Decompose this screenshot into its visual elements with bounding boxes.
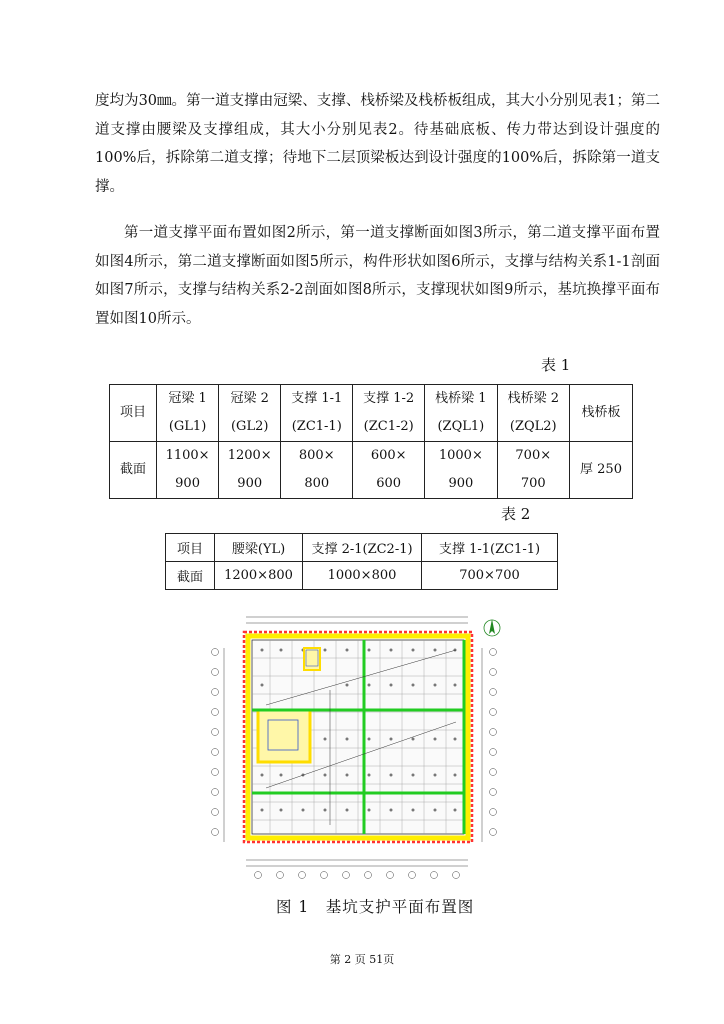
table-2 [165, 533, 558, 590]
table2-header: 支撑 1-1(ZC1-1) [422, 534, 558, 562]
table2-cell: 截面 [166, 562, 215, 590]
table1-col-header: 支撑 1-2 (ZC1-2) [353, 385, 425, 442]
paragraph-1: 度均为30㎜。第一道支撑由冠梁、支撑、栈桥梁及栈桥板组成，其大小分别见表1；第二道支撑由腰梁及支撑组成，其大小分别见表2。待基础底板、传力带达到设计强度的100%后，拆除第二道支撑；待地下二层顶梁板达到设计强度的100%后，拆除第一道支撑。 [95, 93, 660, 195]
table1-cell: 1200× 900 [219, 442, 281, 499]
paragraph-2: 第一道支撑平面布置如图2所示，第一道支撑断面如图3所示，第二道支撑平面布置如图4所示，第二道支撑断面如图5所示，构件形状如图6所示，支撑与结构关系1-1剖面如图7所示，支撑与结构关系2-2剖面如图8所示，支撑现状如图9所示，基坑换撑平面布置如图10所示。 [95, 225, 660, 327]
table1-col-header: 栈桥梁 1 (ZQL1) [425, 385, 497, 442]
table-1 [109, 384, 633, 499]
table1-cell: 1000× 900 [425, 442, 497, 499]
table1-col-header: 冠梁 2 (GL2) [219, 385, 281, 442]
table1-cell: 1100× 900 [157, 442, 219, 499]
table-row [110, 442, 633, 499]
table2-header: 支撑 2-1(ZC2-1) [303, 534, 422, 562]
table1-last-col-header: 栈桥板 [570, 385, 633, 442]
table2-caption: 表 2 [501, 505, 531, 523]
table-row [166, 534, 558, 562]
table1-col-header: 支撑 1-1 (ZC1-1) [281, 385, 353, 442]
table1-cell: 600× 600 [353, 442, 425, 499]
table1-cell: 700× 700 [497, 442, 569, 499]
table2-cell: 1200×800 [215, 562, 303, 590]
table2-cell: 700×700 [422, 562, 558, 590]
foundation-pit-plan-drawing [206, 610, 506, 882]
table1-row-header: 项目 [110, 385, 157, 442]
table1-col-header: 栈桥梁 2 (ZQL2) [497, 385, 569, 442]
table2-cell: 1000×800 [303, 562, 422, 590]
table2-header: 项目 [166, 534, 215, 562]
table2-header: 腰梁(YL) [215, 534, 303, 562]
north-arrow-icon [484, 619, 500, 636]
figure-caption: 图 1 基坑支护平面布置图 [276, 898, 475, 916]
table1-cell: 厚 250 [570, 442, 633, 499]
table1-cell: 800× 800 [281, 442, 353, 499]
table1-row-header: 截面 [110, 442, 157, 499]
table-row [110, 385, 633, 442]
table1-caption: 表 1 [541, 356, 571, 374]
page-footer: 第 2 页 51页 [329, 953, 395, 966]
table-row [166, 562, 558, 590]
table1-col-header: 冠梁 1 (GL1) [157, 385, 219, 442]
core-area [258, 710, 310, 762]
